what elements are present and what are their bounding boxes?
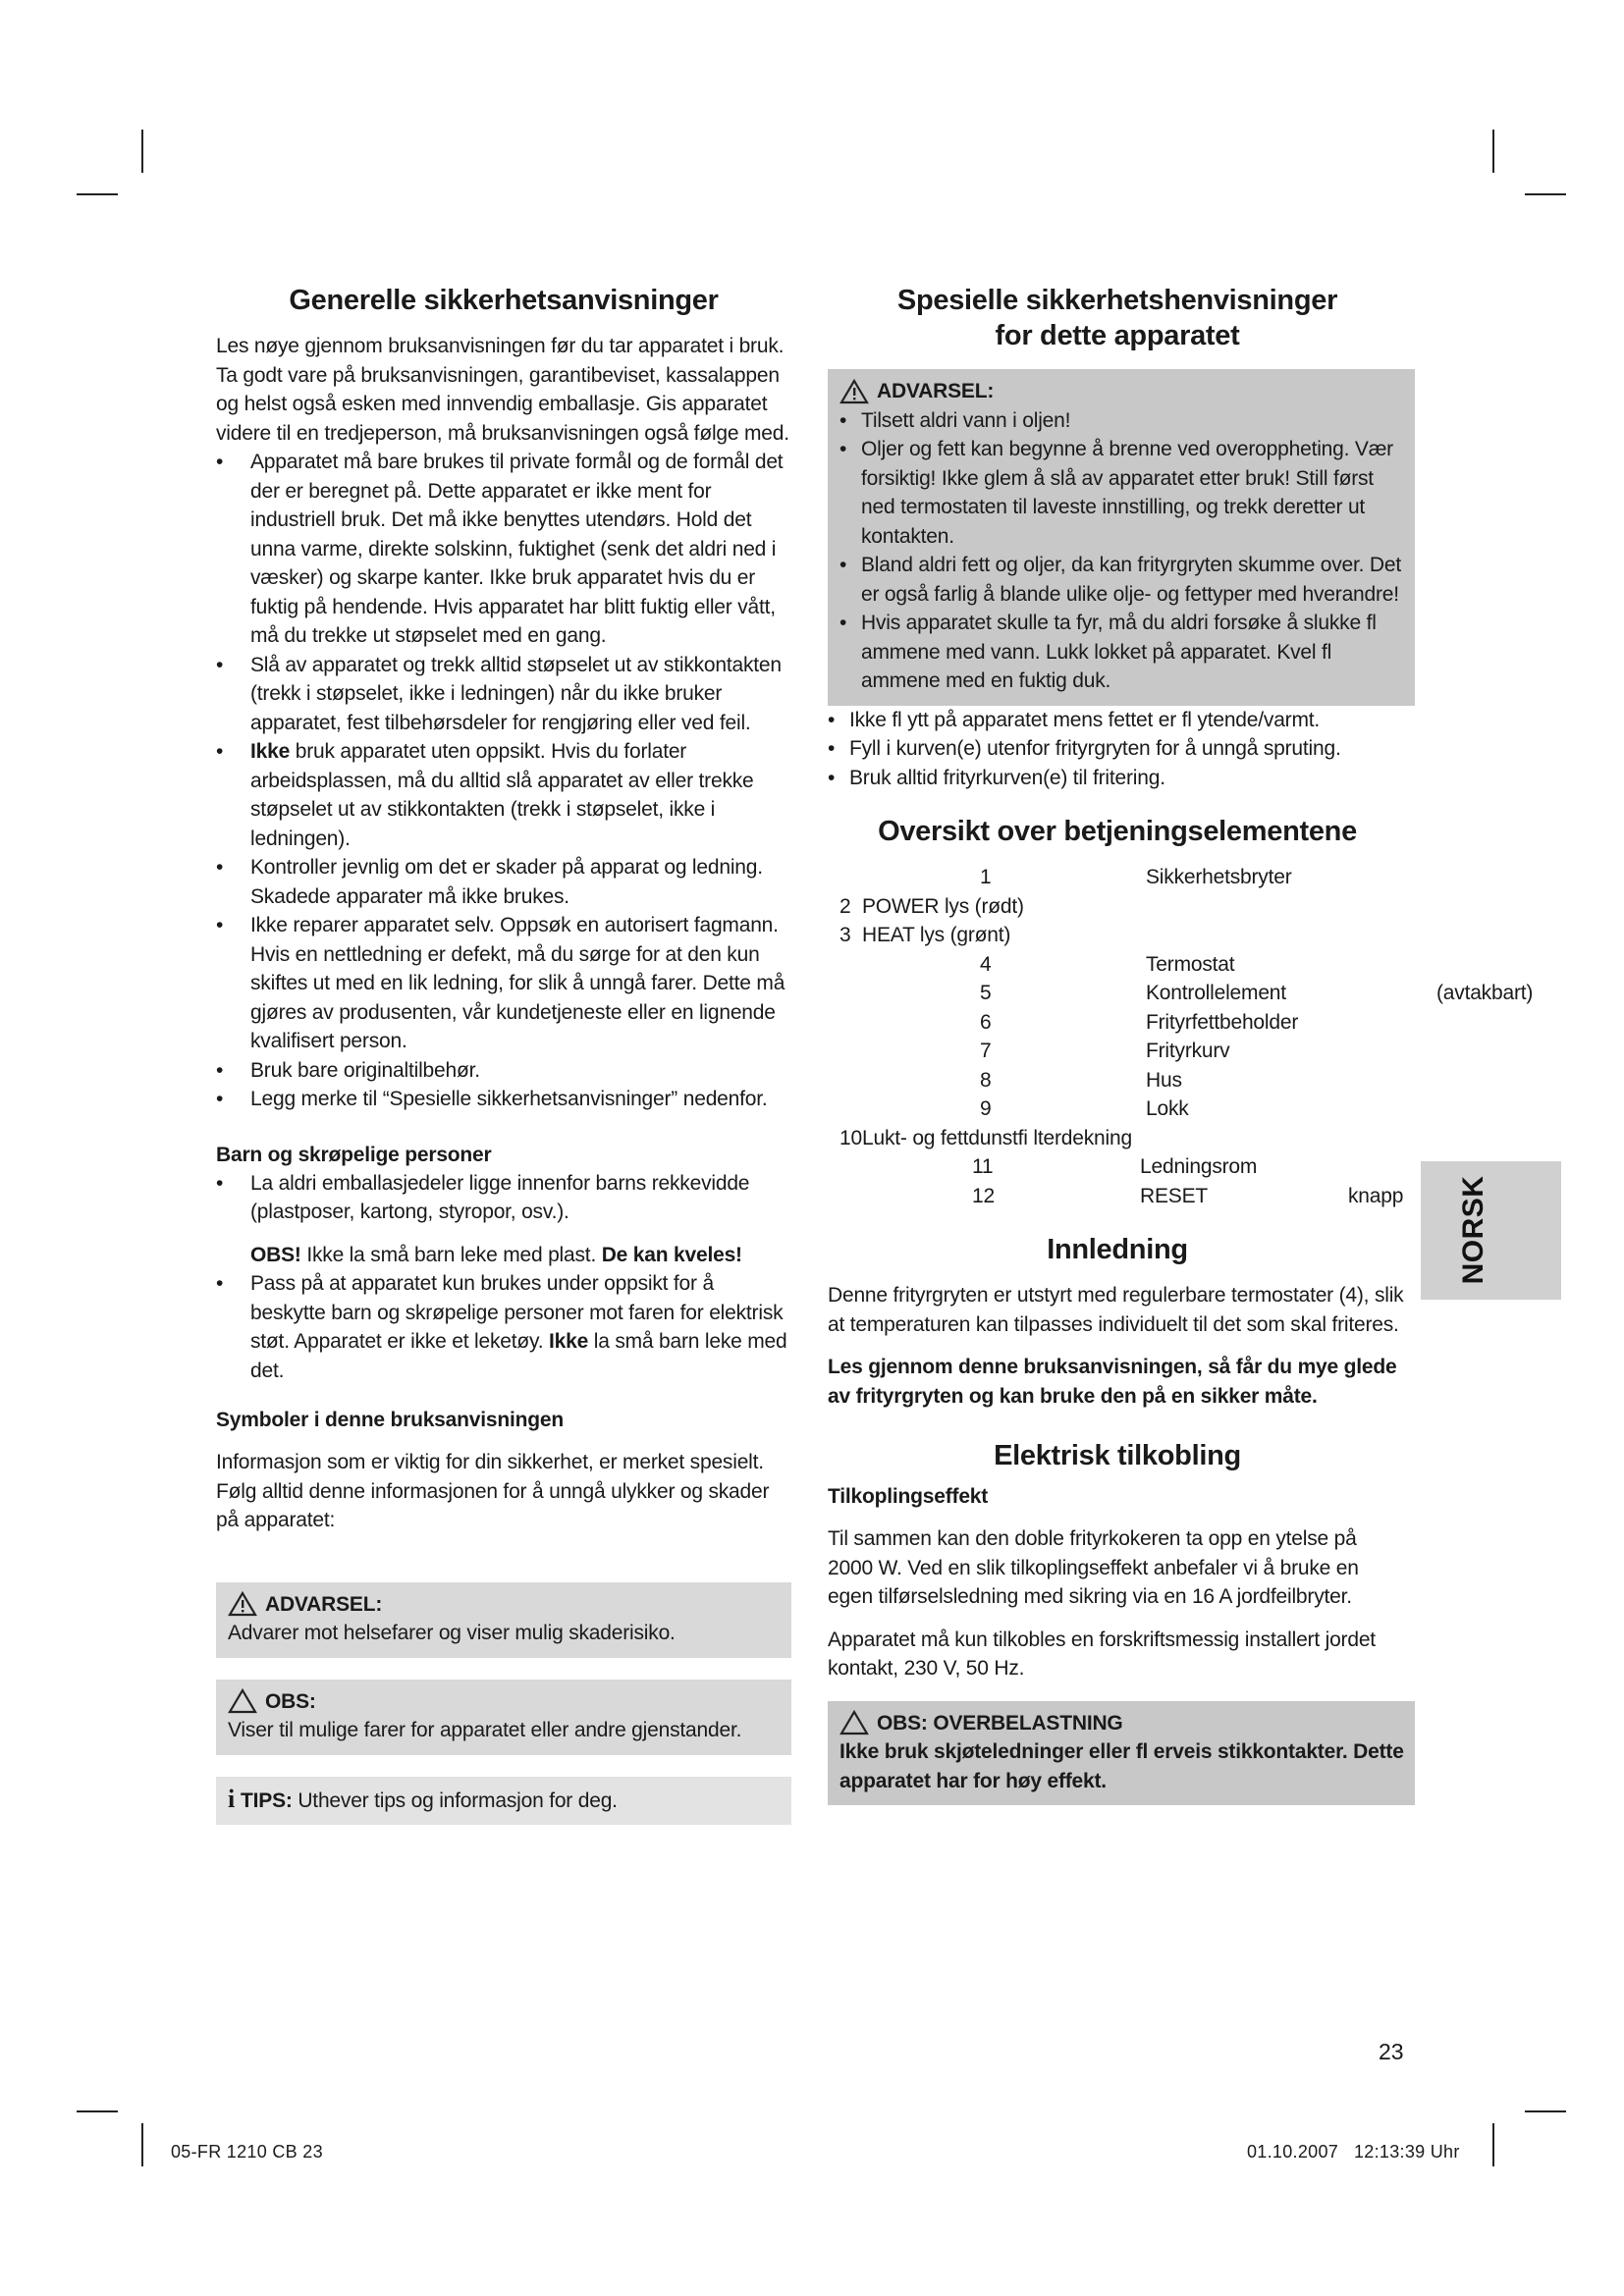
intro-text: Denne frityrgryten er utstyrt med regulerbare termostater (4), slik at temperaturen kan tilpasses individuelt til det som skal friteres. (828, 1284, 1404, 1336)
overview-number: 5 (980, 982, 992, 1004)
overview-label: Ledningsrom (1140, 1155, 1258, 1178)
overview-number: 7 (980, 1040, 992, 1062)
overview-number: 12 (972, 1184, 995, 1207)
special-safety-list (828, 706, 1407, 793)
list-item: • Tilsett aldri vann i oljen! (839, 406, 1405, 436)
list-item: • Ikke fl ytt på apparatet mens fettet er fl ytende/varmt. (828, 706, 1407, 735)
special-warning-box (828, 369, 1415, 706)
overview-row (828, 1037, 1407, 1066)
page-number: 23 (1379, 2039, 1404, 2064)
tips-symbol-box (216, 1777, 791, 1826)
overview-label: Sikkerhetsbryter (1146, 866, 1292, 888)
children-list (216, 1169, 791, 1227)
overview-row (828, 1095, 1407, 1124)
overview-number: 3 (839, 924, 851, 946)
crop-mark (1492, 130, 1494, 173)
overview-row (828, 950, 1407, 980)
tips-label: TIPS: (241, 1789, 293, 1812)
list-item: • Kontroller jevnlig om det er skader på apparat og ledning. Skadede apparater må ikke brukes. (216, 853, 791, 911)
overview-label: Kontrollelement (1146, 982, 1286, 1004)
overview-row (828, 1124, 1407, 1153)
overview-row (828, 863, 1407, 892)
advarsel-symbol-box (216, 1582, 791, 1658)
obs-text: Viser til mulige farer for apparatet eller andre gjenstander. (228, 1719, 742, 1741)
list-item: • Hvis apparatet skulle ta fyr, må du aldri forsøke å slukke fl ammene med vann. Lukk lokket på apparatet. Kvel fl ammene med en fuktig duk. (839, 609, 1405, 696)
special-warning-label: ADVARSEL: (877, 380, 995, 402)
overview-extra: (avtakbart) (1436, 982, 1534, 1004)
overview-list (828, 863, 1534, 1210)
crop-mark (1492, 2123, 1494, 2166)
overview-label: Termostat (1146, 952, 1235, 976)
crop-mark (141, 130, 143, 173)
overview-title: Oversikt over betjeningselementene (878, 816, 1357, 847)
overview-number: 2 (839, 894, 851, 918)
list-item: • Bruk alltid frityrkurven(e) til fritering. (828, 764, 1407, 793)
obs-label: OBS: (265, 1689, 316, 1713)
overview-label: POWER lys (rødt) (862, 894, 1024, 918)
crop-mark (1525, 2110, 1566, 2112)
list-item: • Apparatet må bare brukes til private formål og de formål det der er beregnet på. Dette apparatet er ikke ment for industriell bruk. Det må ikke benyttes utendørs. Hold det unna varme, direkte solskinn, fuktighet (senk det aldri ned i væsker) og skarpe kanter. Ikke bruk apparatet hvis du er fuktig på hendende. Hvis apparatet har blitt fuktig eller vått, må du trekke ut støpselet med en gang. (216, 448, 791, 651)
overview-label: HEAT lys (grønt) (862, 924, 1011, 946)
overview-number: 4 (980, 952, 992, 976)
intro-bold-text: Les gjennom denne bruksanvisningen, så får du mye glede av frityrgryten og kan bruke den på en sikker måte. (828, 1356, 1397, 1408)
special-safety-title: Spesielle sikkerhetshenvisninger for dette apparatet (896, 285, 1338, 351)
tips-text: Uthever tips og informasjon for deg. (292, 1789, 618, 1812)
overview-row (828, 979, 1534, 1008)
overload-box (828, 1701, 1415, 1806)
children-heading: Barn og skrøpelige personer (216, 1143, 492, 1166)
list-item: • Legg merke til “Spesielle sikkerhetsanvisninger” nedenfor. (216, 1085, 791, 1114)
special-warning-list (839, 406, 1405, 696)
intro-title: Innledning (1047, 1234, 1188, 1265)
advarsel-label: ADVARSEL: (265, 1592, 383, 1616)
crop-mark (141, 2123, 143, 2166)
overview-number: 11 (972, 1155, 994, 1178)
overview-label: Lokk (1146, 1097, 1189, 1120)
footer-right: 01.10.2007 12:13:39 Uhr (1247, 2142, 1460, 2162)
list-item: • Oljer og fett kan begynne å brenne ved overoppheting. Vær forsiktig! Ikke glem å slå av apparatet etter bruk! Still først ned termostaten til laveste innstilling, og trekk deretter ut kontakten. (839, 435, 1405, 551)
symbols-heading: Symboler i denne bruksanvisningen (216, 1409, 564, 1431)
caution-triangle-icon (228, 1688, 257, 1714)
overview-row (828, 1066, 1407, 1095)
children-list-2 (216, 1269, 791, 1385)
overview-number: 6 (980, 1010, 992, 1034)
list-item: • La aldri emballasjedeler ligge innenfor barns rekkevidde (plastposer, kartong, styropor, osv.). (216, 1169, 791, 1227)
electric-title: Elektrisk tilkobling (994, 1440, 1241, 1471)
overview-row (828, 1008, 1407, 1038)
overview-extra: knapp (1348, 1184, 1404, 1207)
info-icon: i (228, 1784, 236, 1813)
crop-mark (77, 2110, 118, 2112)
electric-subheading: Tilkoplingseffekt (828, 1485, 989, 1508)
overview-row (828, 1182, 1407, 1211)
warning-triangle-icon (228, 1591, 257, 1617)
overview-row (828, 892, 1407, 922)
language-tab-label: NORSK (1457, 1175, 1489, 1285)
overview-row (828, 921, 1407, 950)
overview-row (828, 1152, 1407, 1182)
warning-triangle-icon (839, 379, 869, 404)
crop-mark (1525, 193, 1566, 195)
general-safety-title: Generelle sikkerhetsanvisninger (289, 285, 719, 316)
overview-label: Frityrfettbeholder (1146, 1010, 1299, 1034)
language-side-tab (1421, 1161, 1561, 1300)
footer-left: 05-FR 1210 CB 23 (171, 2142, 323, 2162)
electric-text-2: Apparatet må kun tilkobles en forskriftsmessig installert jordet kontakt, 230 V, 50 Hz. (828, 1628, 1376, 1680)
overload-label: OBS: OVERBELASTNING (877, 1711, 1123, 1735)
overview-label: Lukt- og fettdunstfi lterdekning (862, 1126, 1132, 1149)
list-item: • Bland aldri fett og oljer, da kan frityrgryten skumme over. Det er også farlig å blande ulike olje- og fettyper med hverandre! (839, 551, 1405, 609)
overview-number: 9 (980, 1097, 992, 1120)
list-item: • Fyll i kurven(e) utenfor frityrgryten for å unngå spruting. (828, 734, 1407, 764)
general-safety-list (216, 448, 791, 1114)
general-safety-intro: Les nøye gjennom bruksanvisningen før du tar apparatet i bruk. Ta godt vare på bruksanvisningen, garantibeviset, kassalappen og helst også esken med innvendig emballasje. Gis apparatet videre til en tredjeperson, må bruksanvisningen også følge med. (216, 335, 789, 445)
list-item: • Ikke bruk apparatet uten oppsikt. Hvis du forlater arbeidsplassen, må du alltid slå apparatet av eller trekke støpselet ut av stikkontakten (trekk i støpselet, ikke i ledningen). (216, 737, 791, 853)
overview-number: 1 (980, 866, 992, 888)
overview-label: Hus (1146, 1068, 1182, 1092)
crop-mark (77, 193, 118, 195)
overview-label: Frityrkurv (1146, 1040, 1230, 1062)
list-item: • Bruk bare originaltilbehør. (216, 1056, 791, 1086)
overview-number: 10 (839, 1126, 862, 1149)
obs-symbol-box (216, 1680, 791, 1755)
left-column (216, 283, 791, 1825)
electric-text-1: Til sammen kan den doble frityrkokeren ta opp en ytelse på 2000 W. Ved en slik tilkoplingseffekt anbefaler vi å bruke en egen tilførselsledning med sikring via en 16 A jordfeilbryter. (828, 1527, 1359, 1608)
overview-number: 8 (980, 1068, 992, 1092)
symbols-text: Informasjon som er viktig for din sikkerhet, er merket spesielt. Følg alltid denne informasjonen for å unngå ulykker og skader på apparatet: (216, 1451, 770, 1531)
advarsel-text: Advarer mot helsefarer og viser mulig skaderisiko. (228, 1622, 676, 1644)
overload-text: Ikke bruk skjøteledninger eller fl erveis stikkontakter. Dette apparatet har for høy effekt. (839, 1740, 1404, 1792)
caution-triangle-icon (839, 1710, 869, 1735)
children-obs-note: OBS! Ikke la små barn leke med plast. De kan kveles! (250, 1243, 742, 1266)
list-item: • Ikke reparer apparatet selv. Oppsøk en autorisert fagmann. Hvis en nettledning er defekt, må du sørge for at den kun skiftes ut med en lik ledning, for slik å unngå farer. Dette må gjøres av produsenten, vår kundetjeneste eller en lignende kvalifisert person. (216, 911, 791, 1056)
list-item: • Slå av apparatet og trekk alltid støpselet ut av stikkontakten (trekk i støpselet, ikke i ledningen) når du ikke bruker apparatet, fest tilbehørsdeler for rengjøring eller ved feil. (216, 651, 791, 738)
list-item: • Pass på at apparatet kun brukes under oppsikt for å beskytte barn og skrøpelige personer mot faren for elektrisk støt. Apparatet er ikke et leketøy. Ikke la små barn leke med det. (216, 1269, 791, 1385)
overview-label: RESET (1140, 1184, 1209, 1207)
